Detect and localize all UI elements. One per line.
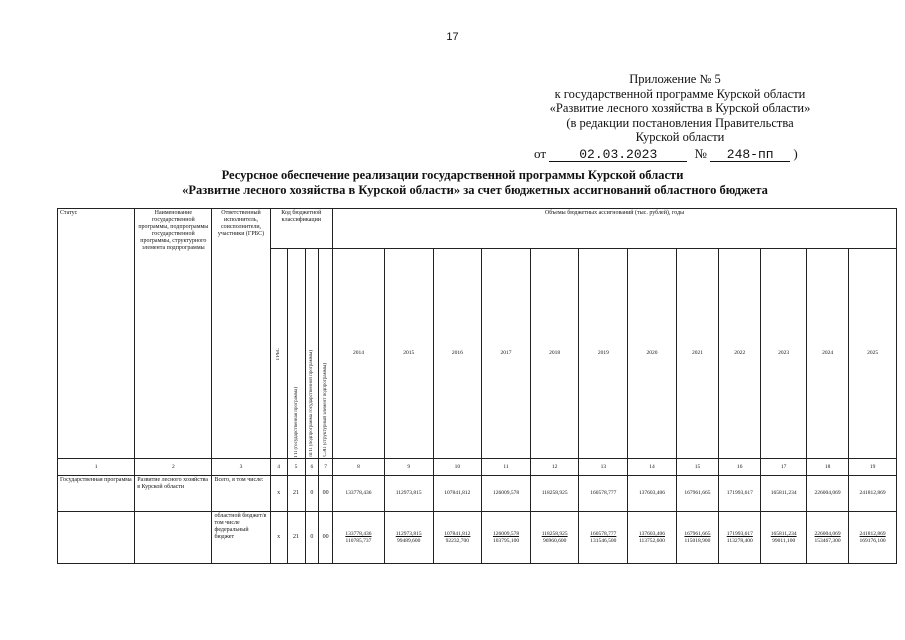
header-year: 2018 bbox=[530, 249, 579, 459]
federal-budget-value: 113752,600 bbox=[639, 537, 665, 544]
row-responsible: областной бюджет/в том числе федеральный бюджет bbox=[212, 512, 270, 564]
regional-budget-value: 171993,617 bbox=[726, 530, 753, 537]
regional-budget-value: 118258,925 bbox=[541, 530, 568, 537]
header-year: 2020 bbox=[628, 249, 677, 459]
regional-budget-value: 160578,777 bbox=[590, 530, 617, 537]
table-row bbox=[58, 476, 897, 512]
column-number: 10 bbox=[433, 459, 482, 476]
federal-budget-value: 99489,600 bbox=[397, 537, 421, 544]
header-year: 2019 bbox=[579, 249, 628, 459]
header-year: 2024 bbox=[806, 249, 848, 459]
header-program-name: Наименование государственной программы, подпрограммы государственной программы, структурного элемента подпрограммы bbox=[135, 209, 212, 459]
header-year: 2017 bbox=[482, 249, 531, 459]
header-year: 2016 bbox=[433, 249, 482, 459]
row-responsible: Всего, в том числе: bbox=[212, 476, 270, 512]
header-sep: СЭП (структурный элемент подпрограммы) bbox=[319, 249, 333, 459]
federal-budget-value: 131546,500 bbox=[590, 537, 617, 544]
row-value: 241812,869 bbox=[849, 476, 897, 512]
row-status bbox=[58, 512, 135, 564]
appendix-block bbox=[530, 72, 830, 145]
decree-date: 02.03.2023 bbox=[549, 149, 687, 162]
row-value-pair bbox=[719, 512, 761, 564]
column-number: 14 bbox=[628, 459, 677, 476]
regional-budget-value: 137603,406 bbox=[638, 530, 666, 537]
row-pgp: 0 bbox=[305, 512, 319, 564]
row-status: Государственная программа bbox=[58, 476, 135, 512]
column-number: 5 bbox=[287, 459, 305, 476]
row-grbs: х bbox=[270, 476, 287, 512]
row-sep: 00 bbox=[319, 476, 333, 512]
row-grbs: х bbox=[270, 512, 287, 564]
column-number: 12 bbox=[530, 459, 579, 476]
row-value-pair bbox=[676, 512, 718, 564]
row-value: 126009,578 bbox=[482, 476, 531, 512]
row-value: 118258,925 bbox=[530, 476, 579, 512]
row-sep: 00 bbox=[319, 512, 333, 564]
header-status: Статус bbox=[58, 209, 135, 459]
header-gp: ГП (государственная программа) bbox=[287, 249, 305, 459]
header-responsible: Ответственный исполнитель, соисполнители, участники (ГРБС) bbox=[212, 209, 270, 459]
regional-budget-value: 112973,815 bbox=[395, 530, 422, 537]
close-paren: ) bbox=[793, 146, 798, 161]
header-year: 2022 bbox=[719, 249, 761, 459]
row-pgp: 0 bbox=[305, 476, 319, 512]
from-label: от bbox=[534, 146, 547, 161]
column-number: 7 bbox=[319, 459, 333, 476]
decree-date-line bbox=[534, 146, 798, 162]
row-value: 107841,812 bbox=[433, 476, 482, 512]
row-value-pair bbox=[530, 512, 579, 564]
header-volumes: Объемы бюджетных ассигнований (тыс. рублей), годы bbox=[333, 209, 897, 249]
federal-budget-value: 115018,900 bbox=[684, 537, 711, 544]
row-value: 226004,069 bbox=[806, 476, 848, 512]
regional-budget-value: 165811,234 bbox=[770, 530, 797, 537]
federal-budget-value: 169176,100 bbox=[859, 537, 886, 544]
federal-budget-value: 153467,300 bbox=[814, 537, 841, 544]
budget-table bbox=[57, 208, 897, 564]
row-value: 165811,234 bbox=[761, 476, 806, 512]
column-number: 2 bbox=[135, 459, 212, 476]
appendix-line-5: Курской области bbox=[635, 130, 725, 144]
column-number: 18 bbox=[806, 459, 848, 476]
row-value: 112973,815 bbox=[384, 476, 433, 512]
header-year: 2025 bbox=[849, 249, 897, 459]
header-grbs: ГРБС bbox=[270, 249, 287, 459]
row-value-pair bbox=[579, 512, 628, 564]
row-program-name bbox=[135, 512, 212, 564]
federal-budget-value: 96960,600 bbox=[542, 537, 567, 544]
column-number: 17 bbox=[761, 459, 806, 476]
row-program-name: Развитие лесного хозяйства в Курской области bbox=[135, 476, 212, 512]
row-value-pair bbox=[806, 512, 848, 564]
row-value: 133778,436 bbox=[333, 476, 385, 512]
regional-budget-value: 126009,578 bbox=[492, 530, 520, 537]
regional-budget-value: 107841,812 bbox=[444, 530, 471, 537]
table-row bbox=[58, 512, 897, 564]
row-value: 167961,665 bbox=[676, 476, 718, 512]
decree-number: 248-пп bbox=[710, 149, 790, 162]
regional-budget-value: 133778,436 bbox=[345, 530, 372, 537]
row-value-pair bbox=[761, 512, 806, 564]
row-value: 137603,406 bbox=[628, 476, 677, 512]
page-number: 17 bbox=[446, 31, 459, 43]
regional-budget-value: 241812,869 bbox=[859, 530, 886, 537]
federal-budget-value: 103795,100 bbox=[492, 537, 520, 544]
document-title bbox=[0, 168, 905, 198]
title-line-1: Ресурсное обеспечение реализации государственной программы Курской области bbox=[221, 168, 684, 182]
column-number: 15 bbox=[676, 459, 718, 476]
row-value-pair bbox=[849, 512, 897, 564]
column-number: 19 bbox=[849, 459, 897, 476]
row-value-pair bbox=[628, 512, 677, 564]
federal-budget-value: 92232,700 bbox=[445, 537, 470, 544]
number-label: № bbox=[694, 146, 707, 161]
header-year: 2023 bbox=[761, 249, 806, 459]
column-number: 6 bbox=[305, 459, 319, 476]
regional-budget-value: 226004,069 bbox=[814, 530, 841, 537]
row-value: 160578,777 bbox=[579, 476, 628, 512]
header-year: 2021 bbox=[676, 249, 718, 459]
column-number: 11 bbox=[482, 459, 531, 476]
column-number: 3 bbox=[212, 459, 270, 476]
row-value-pair bbox=[384, 512, 433, 564]
appendix-line-1: Приложение № 5 bbox=[629, 72, 721, 86]
column-number: 1 bbox=[58, 459, 135, 476]
header-budget-code: Код бюджетной классификации bbox=[270, 209, 332, 249]
column-number: 4 bbox=[270, 459, 287, 476]
row-value-pair bbox=[482, 512, 531, 564]
federal-budget-value: 113278,400 bbox=[726, 537, 753, 544]
header-year: 2014 bbox=[333, 249, 385, 459]
appendix-line-3: «Развитие лесного хозяйства в Курской области» bbox=[549, 101, 811, 115]
appendix-line-4: (в редакции постановления Правительства bbox=[566, 115, 794, 130]
column-number: 16 bbox=[719, 459, 761, 476]
header-year: 2015 bbox=[384, 249, 433, 459]
title-line-2: «Развитие лесного хозяйства в Курской области» за счет бюджетных ассигнований областного бюджета bbox=[182, 183, 768, 197]
federal-budget-value: 99011,100 bbox=[772, 537, 796, 544]
column-number: 9 bbox=[384, 459, 433, 476]
row-value: 171993,617 bbox=[719, 476, 761, 512]
regional-budget-value: 167961,665 bbox=[684, 530, 711, 537]
federal-budget-value: 110785,737 bbox=[345, 537, 372, 544]
row-gp: 21 bbox=[287, 512, 305, 564]
row-gp: 21 bbox=[287, 476, 305, 512]
column-number: 13 bbox=[579, 459, 628, 476]
row-value-pair bbox=[433, 512, 482, 564]
header-pgp: пГП (подпрограмма государственной программы) bbox=[305, 249, 319, 459]
row-value-pair bbox=[333, 512, 385, 564]
column-number: 8 bbox=[333, 459, 385, 476]
appendix-line-2: к государственной программе Курской области bbox=[554, 86, 806, 101]
